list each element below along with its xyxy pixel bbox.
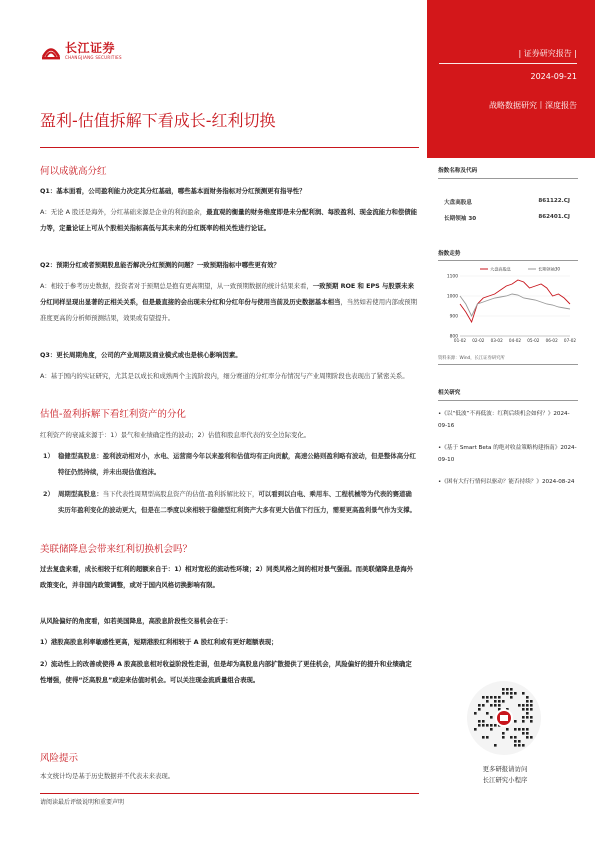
risk-heading: 风险提示 — [40, 753, 79, 764]
section-3-para-1 — [40, 561, 418, 593]
qr-module — [506, 692, 509, 695]
qr-module — [478, 724, 481, 727]
qr-module — [506, 688, 509, 691]
qr-module — [522, 728, 525, 731]
report-type: 战略数据研究丨深度报告 — [489, 101, 577, 110]
risk-text: 本文统计均是基于历史数据并不代表未来表现。 — [40, 772, 175, 780]
qr-module — [514, 736, 517, 739]
qr-module — [522, 704, 525, 707]
section-3-para-4 — [40, 656, 418, 688]
qr-module — [514, 728, 517, 731]
qr-module — [478, 704, 481, 707]
y-tick-label: 1100 — [446, 274, 458, 280]
qr-module — [490, 724, 493, 727]
qr-module — [510, 688, 513, 691]
y-tick-label: 800 — [449, 334, 458, 340]
qr-module — [522, 732, 525, 735]
qr-module — [502, 692, 505, 695]
qr-module — [474, 728, 477, 731]
index-row-2 — [444, 214, 570, 222]
section-3-para-1-text: 过去复盘来看，成长相较于红利的超额来自于：1）相对宽松的流动性环境；2）同类风格之间的相对景气强弱。而美联储降息是海外政策变化，并非国内政策调整，或对于国内风格切换影响有限。 — [40, 565, 414, 589]
qr-module — [486, 696, 489, 699]
page-title: 盈利-估值拆解下看成长-红利切换 — [40, 111, 276, 130]
footer-divider — [40, 793, 419, 794]
qr-module — [502, 688, 505, 691]
qr-module — [482, 704, 485, 707]
header-divider — [439, 63, 577, 64]
qr-module — [522, 744, 525, 747]
question-2-text: Q2：预期分红或者预期股息能否解决分红预测的问题？一致预期指标中哪些更有效？ — [40, 261, 280, 269]
brand-name-cn: 长江证券 — [65, 41, 116, 55]
index-row-1-name: 大盘高股息 — [444, 200, 472, 206]
qr-module — [522, 720, 525, 723]
qr-module — [490, 716, 493, 719]
list-item-2-bold: 可以看到以白电、乘用车、工程机械等为代表的赛道确实历年盈利变化的波动更大，但是在二季度以来相较于稳健型红利资产大多有更大估值下行压力，需要更高盈利景气作为支撑。 — [58, 490, 416, 514]
answer-2 — [40, 278, 418, 326]
x-tick-label: 04-02 — [508, 338, 522, 343]
qr-module — [518, 744, 521, 747]
qr-module — [530, 700, 533, 703]
question-3 — [40, 347, 418, 363]
qr-module — [530, 716, 533, 719]
series-line-1 — [460, 280, 570, 322]
report-label: | 证券研究报告 | — [518, 49, 577, 58]
qr-module — [502, 700, 505, 703]
section-heading-3: 美联储降息会带来红利切换机会吗？ — [40, 544, 193, 555]
section-3-para-4-text: 2）流动性上的改善或使得 A 股高股息相对收益阶段性走弱，但是却为高股息内部扩散提供了更佳机会，风险偏好的提升和业绩确定性增强，使得“泛高股息”或迎来估值时机会。可以关注现金流质量组合表现。 — [40, 660, 412, 684]
qr-module — [482, 724, 485, 727]
qr-module — [526, 712, 529, 715]
related-rule — [438, 400, 578, 401]
qr-caption-1: 更多研报请访问 — [482, 765, 528, 773]
answer-2-plain-1: A：相较于参考历史数据，投资者对于预期总是抱有更高期望，从一致预期数据的统计结果来看， — [40, 282, 313, 290]
list-item-2-plain: 当下代表性周期型高股息资产的估值-盈利拆解比较下， — [102, 490, 259, 498]
qr-module — [518, 704, 521, 707]
index-trend-chart-svg — [438, 262, 578, 352]
qr-module — [502, 732, 505, 735]
header-band — [427, 0, 595, 158]
trend-rule — [438, 260, 578, 261]
qr-module — [486, 712, 489, 715]
qr-module — [510, 736, 513, 739]
list-item-1-number: 1） — [43, 452, 54, 460]
qr-module — [498, 700, 501, 703]
related-header: 相关研究 — [438, 390, 461, 396]
section-heading-2: 估值-盈利拆解下看红利资产的分化 — [40, 409, 186, 420]
qr-module — [502, 736, 505, 739]
x-tick-label: 06-02 — [545, 338, 558, 343]
qr-module — [482, 736, 485, 739]
qr-module — [522, 692, 525, 695]
x-tick-label: 01-02 — [453, 338, 467, 343]
qr-module — [494, 744, 497, 747]
qr-module — [522, 716, 525, 719]
index-table-rule — [438, 178, 578, 179]
related-item-2[interactable]: •《基于 Smart Beta 的绝对收益策略构建指南》2024-09-10 — [438, 445, 577, 463]
section-heading-1: 何以成就高分红 — [40, 166, 107, 177]
qr-module — [478, 708, 481, 711]
report-date: 2024-09-21 — [530, 72, 577, 81]
qr-module — [526, 696, 529, 699]
x-tick-label: 03-02 — [490, 338, 503, 343]
list-item-2-number: 2） — [43, 490, 54, 498]
list-item-1-text: 稳健型高股息：盈利波动相对小，水电、运营商今年以来盈利和估值均有正向贡献，高速公路则盈利略有波动，但是整体高分红特征仍然持续，并未出现估值泡沫。 — [58, 452, 416, 476]
mini-program-qr-code-icon — [466, 680, 542, 756]
chart-source: 资料来源：Wind，长江证券研究所 — [438, 356, 505, 361]
qr-module — [474, 712, 477, 715]
qr-module — [518, 728, 521, 731]
qr-module — [510, 696, 513, 699]
question-1 — [40, 183, 418, 199]
qr-module — [530, 736, 533, 739]
qr-module — [506, 728, 509, 731]
qr-module — [494, 696, 497, 699]
answer-3: A：基于国内的实证研究，尤其是以成长和成熟两个主流阶段内，细分赛道的分红率分布情况与产业周期阶段也表现出了紧密关系。 — [40, 372, 409, 380]
section-2-intro: 红利资产的衰减来源于：1）景气和业绩确定性的波动；2）估值和股息率代表的安全边际变化。 — [40, 431, 311, 439]
answer-1 — [40, 204, 418, 236]
qr-module — [526, 716, 529, 719]
qr-module — [490, 696, 493, 699]
qr-module — [498, 696, 501, 699]
section-3-para-3-text: 1）港股高股息利率敏感性更高，短期港股红利相较于 A 股红利或有更好超额表现； — [40, 638, 278, 646]
qr-module — [486, 724, 489, 727]
series-line-2 — [460, 294, 570, 316]
index-row-1-code: 861122.CJ — [538, 198, 570, 204]
qr-module — [510, 692, 513, 695]
list-item-2-lead: 周期型高股息： — [58, 490, 103, 498]
answer-2-plain-2: ，当然如若使用内部或预期准度更高的分析师预测结果，效果或有望提升。 — [40, 298, 418, 322]
list-item-2 — [40, 486, 418, 518]
index-row-2-code: 862401.CJ — [538, 214, 570, 220]
title-divider — [40, 147, 419, 148]
qr-module — [526, 732, 529, 735]
qr-module — [526, 704, 529, 707]
trend-header: 指数走势 — [438, 251, 461, 257]
section-3-para-2-text: 从风险偏好的角度看，如若美国降息，高股息阶段性交易机会在于： — [40, 617, 232, 625]
section-3-para-2 — [40, 613, 418, 629]
related-item-1[interactable]: •《以“低波”不再低波：红利后续机会如何？》2024-09-16 — [438, 411, 570, 429]
qr-module — [530, 704, 533, 707]
section-3-para-3 — [40, 634, 418, 650]
qr-module — [514, 692, 517, 695]
qr-module — [494, 704, 497, 707]
qr-module — [514, 744, 517, 747]
index-row-1 — [444, 198, 570, 206]
qr-module — [482, 696, 485, 699]
y-tick-label: 900 — [449, 314, 458, 320]
qr-module — [494, 724, 497, 727]
qr-module — [478, 720, 481, 723]
chart-bottom-rule — [438, 364, 578, 365]
qr-module — [518, 740, 521, 743]
qr-module — [486, 736, 489, 739]
question-1-text: Q1：基本面看，公司盈利能力决定其分红基础，哪些基本面财务指标对分红预测更有指导性？ — [40, 187, 306, 195]
brand-logo — [40, 40, 122, 62]
brand-name-en: CHANGJIANG SECURITIES — [65, 55, 122, 60]
footer-disclaimer[interactable]: 请阅读最后评级说明和重要声明 — [40, 799, 125, 806]
brand-logo-icon — [40, 40, 62, 62]
question-3-text: Q3：更长周期角度，公司的产业周期及商业模式或也是核心影响因素。 — [40, 351, 242, 359]
x-tick-label: 07-02 — [563, 338, 577, 343]
qr-module — [482, 720, 485, 723]
question-2 — [40, 257, 418, 273]
qr-module — [486, 700, 489, 703]
index-row-2-name: 长期领袖 30 — [444, 216, 477, 222]
qr-module — [490, 704, 493, 707]
answer-1-plain: A：无论 A 股还是海外，分红基础来源是企业的利润盈余， — [40, 208, 207, 216]
y-tick-label: 1000 — [446, 294, 458, 300]
qr-caption-2: 长江研究小程序 — [482, 776, 528, 784]
qr-module — [526, 736, 529, 739]
qr-module — [530, 720, 533, 723]
answer-1-bold: 最直观的衡量的财务维度即是未分配利润、每股盈利、现金流能力和偿债能力等，定量论证上可从个股相关指标高低与其未来的分红既率的相关性进行论证。 — [40, 208, 418, 232]
index-table-header: 指数名称及代码 — [438, 168, 478, 174]
index-trend-chart — [438, 262, 578, 352]
related-item-3[interactable]: •《困有大行行情何以驱动？能否持续？》2024-08-24 — [438, 479, 575, 485]
list-item-1 — [40, 448, 418, 480]
legend-label-1: 大盘高股息 — [490, 266, 511, 272]
qr-module — [526, 728, 529, 731]
qr-module — [514, 720, 517, 723]
qr-module — [530, 708, 533, 711]
x-tick-label: 05-02 — [527, 338, 540, 343]
qr-module — [514, 740, 517, 743]
qr-module — [490, 728, 493, 731]
qr-module — [526, 708, 529, 711]
qr-module — [526, 700, 529, 703]
answer-2-bold: 一致预期 ROE 和 EPS 与股票未来分红同样呈现出显著的正相关关系，但是最直接的会出现未分红和分红年份与使用当前及历史数据基本相当 — [40, 282, 414, 306]
qr-module — [522, 708, 525, 711]
qr-module — [498, 704, 501, 707]
x-tick-label: 02-02 — [472, 338, 485, 343]
legend-label-2: 长期领袖30 — [538, 266, 561, 272]
qr-module — [494, 700, 497, 703]
